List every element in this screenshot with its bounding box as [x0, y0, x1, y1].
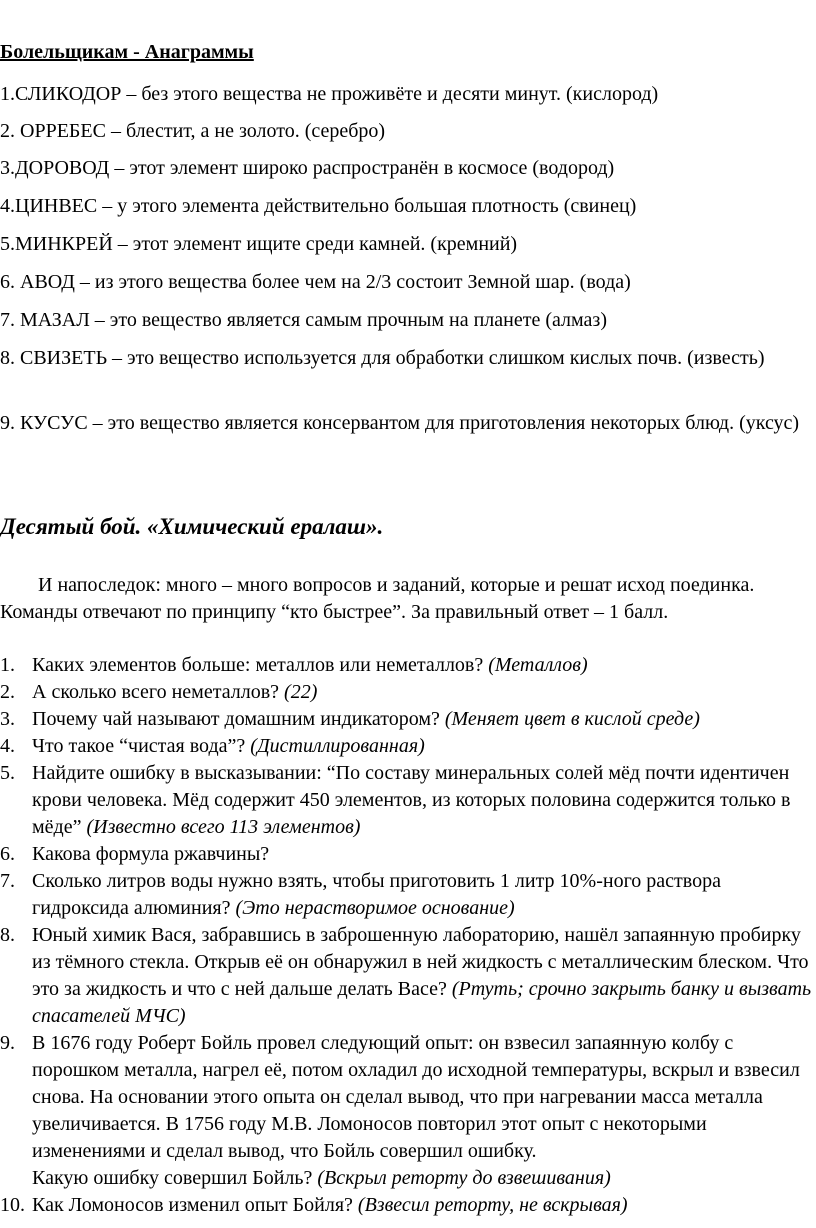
anagram-item: 7. МАЗАЛ – это вещество является самым прочным на планете (алмаз) [0, 309, 607, 331]
question-answer: (Известно всего 113 элементов) [86, 816, 361, 838]
section-title: Десятый бой. «Химический ералаш». [0, 514, 384, 539]
question-number: 9. [0, 1032, 15, 1054]
question-number: 8. [0, 924, 15, 946]
anagram-item: 3.ДОРОВОД – этот элемент широко распространён в космосе (водород) [0, 157, 615, 179]
anagram-item: 5.МИНКРЕЙ – этот элемент ищите среди камней. (кремний) [0, 233, 518, 255]
question-text: Почему чай называют домашним индикатором? [32, 708, 445, 730]
question-text: Юный химик Вася, забравшись в заброшенную лабораторию, нашёл запаянную пробирку из тёмного стекла. Открыв её он обнаружил в ней жидкость с металлическим блеском. Что это за жидкость и что с ней дальше делать Васе? [32, 924, 809, 1000]
anagram-item: 4.ЦИНВЕС – у этого элемента действительно большая плотность (свинец) [0, 195, 637, 217]
question-number: 2. [0, 681, 15, 703]
question-item [0, 868, 816, 922]
question-text: Сколько литров воды нужно взять, чтобы приготовить 1 литр 10%-ного раствора гидроксида алюминия? [32, 870, 721, 919]
question-text: В 1676 году Роберт Бойль провел следующий опыт: он взвесил запаянную колбу с порошком металла, нагрел её, потом охладил до исходной температуры, вскрыл и взвесил снова. На основании этого опыта он сделал вывод, что при нагревании масса металла увеличивается. В 1756 году М.В. Ломоносов повторил этот опыт с некоторыми изменениями и сделал вывод, что Бойль совершил ошибку. [32, 1032, 800, 1162]
anagram-item: 6. АВОД – из этого вещества более чем на 2/3 состоит Земной шар. (вода) [0, 271, 631, 293]
question-text: Какова формула ржавчины? [32, 843, 270, 865]
question-text: Как Ломоносов изменил опыт Бойля? [32, 1194, 358, 1216]
question-item [0, 841, 816, 868]
questions-list [0, 652, 816, 1219]
question-number: 7. [0, 870, 15, 892]
question-text: Найдите ошибку в высказывании: “По составу минеральных солей мёд почти идентичен крови человека. Мёд содержит 450 элементов, из которых половина содержится только в мёде” [32, 762, 791, 838]
question-item [0, 733, 816, 760]
question-item [0, 760, 816, 841]
question-item [0, 652, 816, 679]
anagram-item: 2. ОРРЕБЕС – блестит, а не золото. (серебро) [0, 120, 386, 142]
question-answer: (Дистиллированная) [250, 735, 425, 757]
question-item [0, 1030, 816, 1165]
intro-paragraph: И напоследок: много – много вопросов и заданий, которые и решат исход поединка. Команды отвечают по принципу “кто быстрее”. За правильный ответ – 1 балл. [0, 574, 755, 623]
question-number: 5. [0, 762, 15, 784]
question-item [0, 1165, 816, 1192]
question-answer: (Это нерастворимое основание) [235, 897, 515, 919]
anagram-item: 8. СВИЗЕТЬ – это вещество используется для обработки слишком кислых почв. (известь) [0, 347, 765, 369]
question-item [0, 922, 816, 1030]
question-text: Каких элементов больше: металлов или неметаллов? [32, 654, 489, 676]
question-text: Что такое “чистая вода”? [32, 735, 251, 757]
question-number: 4. [0, 735, 15, 757]
question-answer: (Металлов) [488, 654, 588, 676]
question-answer: (Вскрыл реторту до взвешивания) [317, 1167, 611, 1189]
question-item [0, 1192, 816, 1219]
question-answer: (22) [284, 681, 318, 703]
question-answer: (Меняет цвет в кислой среде) [444, 708, 700, 730]
question-number: 3. [0, 708, 15, 730]
question-item [0, 706, 816, 733]
question-text: Какую ошибку совершил Бойль? [32, 1167, 318, 1189]
question-number: 1. [0, 654, 15, 676]
question-answer: (Взвесил реторту, не вскрывая) [357, 1194, 628, 1216]
question-number: 10. [0, 1194, 25, 1216]
anagrams-heading: Болельщикам - Анаграммы [0, 41, 254, 63]
anagram-item: 9. КУСУС – это вещество является консервантом для приготовления некоторых блюд. (уксус) [0, 412, 800, 434]
anagram-item: 1.СЛИКОДОР – без этого вещества не проживёте и десяти минут. (кислород) [0, 83, 659, 105]
question-number: 6. [0, 843, 15, 865]
question-answer: (Ртуть; срочно закрыть банку и вызвать спасателей МЧС) [32, 978, 812, 1027]
question-item [0, 679, 816, 706]
question-text: А сколько всего неметаллов? [32, 681, 285, 703]
